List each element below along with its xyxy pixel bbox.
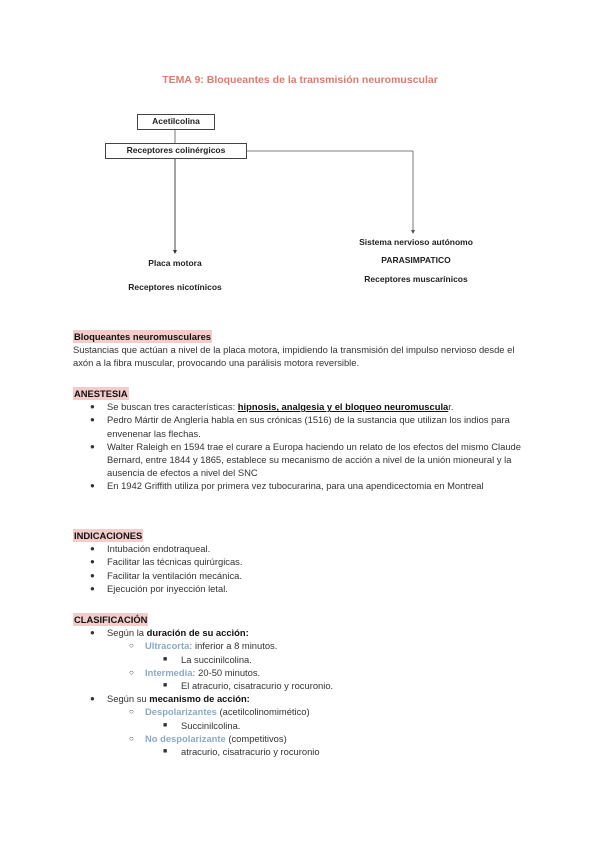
ultracorta-label: Ultracorta: <box>145 640 193 652</box>
indicaciones-item: Ejecución por inyección letal. <box>107 582 228 594</box>
list-item <box>73 440 533 480</box>
ultracorta-example: La succinilcolina. <box>181 653 252 665</box>
no-despolarizante-text: (competitivos) <box>225 732 287 744</box>
anestesia-item1-bold: hipnosis, analgesia y el bloqueo neuromuscula <box>237 401 449 413</box>
square-bullet-icon: ■ <box>163 655 168 663</box>
no-despolarizante-example: atracurio, cisatracurio y rocuronio <box>181 746 320 758</box>
intermedia-label: Intermedia: <box>145 666 196 678</box>
list-item <box>73 626 533 639</box>
bullet-icon: ● <box>90 402 95 412</box>
list-item <box>73 732 533 745</box>
list-item <box>73 582 533 595</box>
anestesia-item1-post: r. <box>448 401 454 413</box>
receptores-muscarinicos-label: Receptores muscarínicos <box>364 274 468 284</box>
list-item <box>73 692 533 705</box>
clasificacion-list <box>73 626 533 758</box>
bullet-icon: ● <box>90 583 95 593</box>
list-item <box>73 569 533 582</box>
indicaciones-item: Facilitar las técnicas quirúrgicas. <box>107 556 243 568</box>
circle-bullet-icon: ○ <box>129 707 134 717</box>
receptores-nicotinicos-label: Receptores nicotínicos <box>128 282 222 292</box>
mecanismo-bold: mecanismo de acción: <box>149 693 250 705</box>
parasimpatico-label: PARASIMPATICO <box>381 255 451 265</box>
anestesia-item4: En 1942 Griffith utiliza por primera vez tubocurarina, para una apendicectomia en Montreal <box>107 480 484 492</box>
anestesia-list <box>73 400 533 492</box>
list-item <box>73 679 533 692</box>
receptores-colinergicos-box: Receptores colinérgicos <box>105 143 247 159</box>
ultracorta-text: inferior a 8 minutos. <box>192 640 278 652</box>
list-item <box>73 555 533 568</box>
indicaciones-item: Intubación endotraqueal. <box>107 543 211 555</box>
bullet-icon: ● <box>90 570 95 580</box>
bullet-icon: ● <box>90 694 95 704</box>
mecanismo-pre: Según su <box>107 693 150 705</box>
duracion-bold: duración de su acción: <box>146 627 249 639</box>
anestesia-heading: ANESTESIA <box>74 388 128 399</box>
intermedia-text: 20-50 minutos. <box>195 666 261 678</box>
square-bullet-icon: ■ <box>163 748 168 756</box>
indicaciones-list <box>73 542 533 595</box>
flow-diagram-lines <box>0 0 600 320</box>
bullet-icon: ● <box>90 557 95 567</box>
anestesia-section <box>73 387 533 493</box>
list-item <box>73 479 533 492</box>
page-title: TEMA 9: Bloqueantes de la transmisión neuromuscular <box>162 74 438 86</box>
list-item <box>73 719 533 732</box>
bullet-icon: ● <box>90 415 95 425</box>
bullet-icon: ● <box>90 544 95 554</box>
square-bullet-icon: ■ <box>163 682 168 690</box>
list-item <box>73 705 533 718</box>
indicaciones-item: Facilitar la ventilación mecánica. <box>107 569 242 581</box>
clasificacion-heading: CLASIFICACIÓN <box>74 614 148 625</box>
square-bullet-icon: ■ <box>163 721 168 729</box>
indicaciones-section <box>73 529 533 595</box>
intermedia-example: El atracurio, cisatracurio y rocuronio. <box>181 680 334 692</box>
bullet-icon: ● <box>90 628 95 638</box>
circle-bullet-icon: ○ <box>129 733 134 743</box>
bullet-icon: ● <box>90 441 95 451</box>
list-item <box>73 639 533 652</box>
acetilcolina-box: Acetilcolina <box>137 114 215 130</box>
circle-bullet-icon: ○ <box>129 667 134 677</box>
despolarizantes-label: Despolarizantes <box>145 706 217 718</box>
duracion-pre: Según la <box>107 627 147 639</box>
bloqueantes-heading: Bloqueantes neuromusculares <box>74 331 212 342</box>
anestesia-item1-pre: Se buscan tres características: <box>107 401 238 413</box>
bullet-icon: ● <box>90 481 95 491</box>
sistema-nervioso-label: Sistema nervioso autónomo <box>359 237 473 247</box>
placa-motora-label: Placa motora <box>148 258 202 268</box>
despolarizantes-example: Succinilcolina. <box>181 719 241 731</box>
list-item <box>73 666 533 679</box>
list-item <box>73 400 533 413</box>
despolarizantes-text: (acetilcolinomimético) <box>216 706 310 718</box>
bloqueantes-text: Sustancias que actúan a nivel de la placa motora, impidiendo la transmisión del impulso nervioso desde el axón a la fibra muscular, provocando una parálisis motora reversible. <box>73 344 515 369</box>
bloqueantes-section <box>73 330 533 370</box>
anestesia-item3: Walter Raleigh en 1594 trae el curare a Europa haciendo un relato de los efectos del mismo Claude Bernard, entre 1844 y 1865, establece su mecanismo de acción a nivel de la unión mioneural y la ausencia de efectos a nivel del SNC <box>107 440 521 479</box>
list-item <box>73 413 533 439</box>
list-item <box>73 542 533 555</box>
no-despolarizante-label: No despolarizante <box>145 732 226 744</box>
clasificacion-section <box>73 613 533 758</box>
indicaciones-heading: INDICACIONES <box>74 530 143 541</box>
list-item <box>73 745 533 758</box>
anestesia-item2: Pedro Mártir de Anglería habla en sus crónicas (1516) de la sustancia que utilizan los indios para envenenar las flechas. <box>107 414 510 439</box>
list-item <box>73 653 533 666</box>
circle-bullet-icon: ○ <box>129 641 134 651</box>
